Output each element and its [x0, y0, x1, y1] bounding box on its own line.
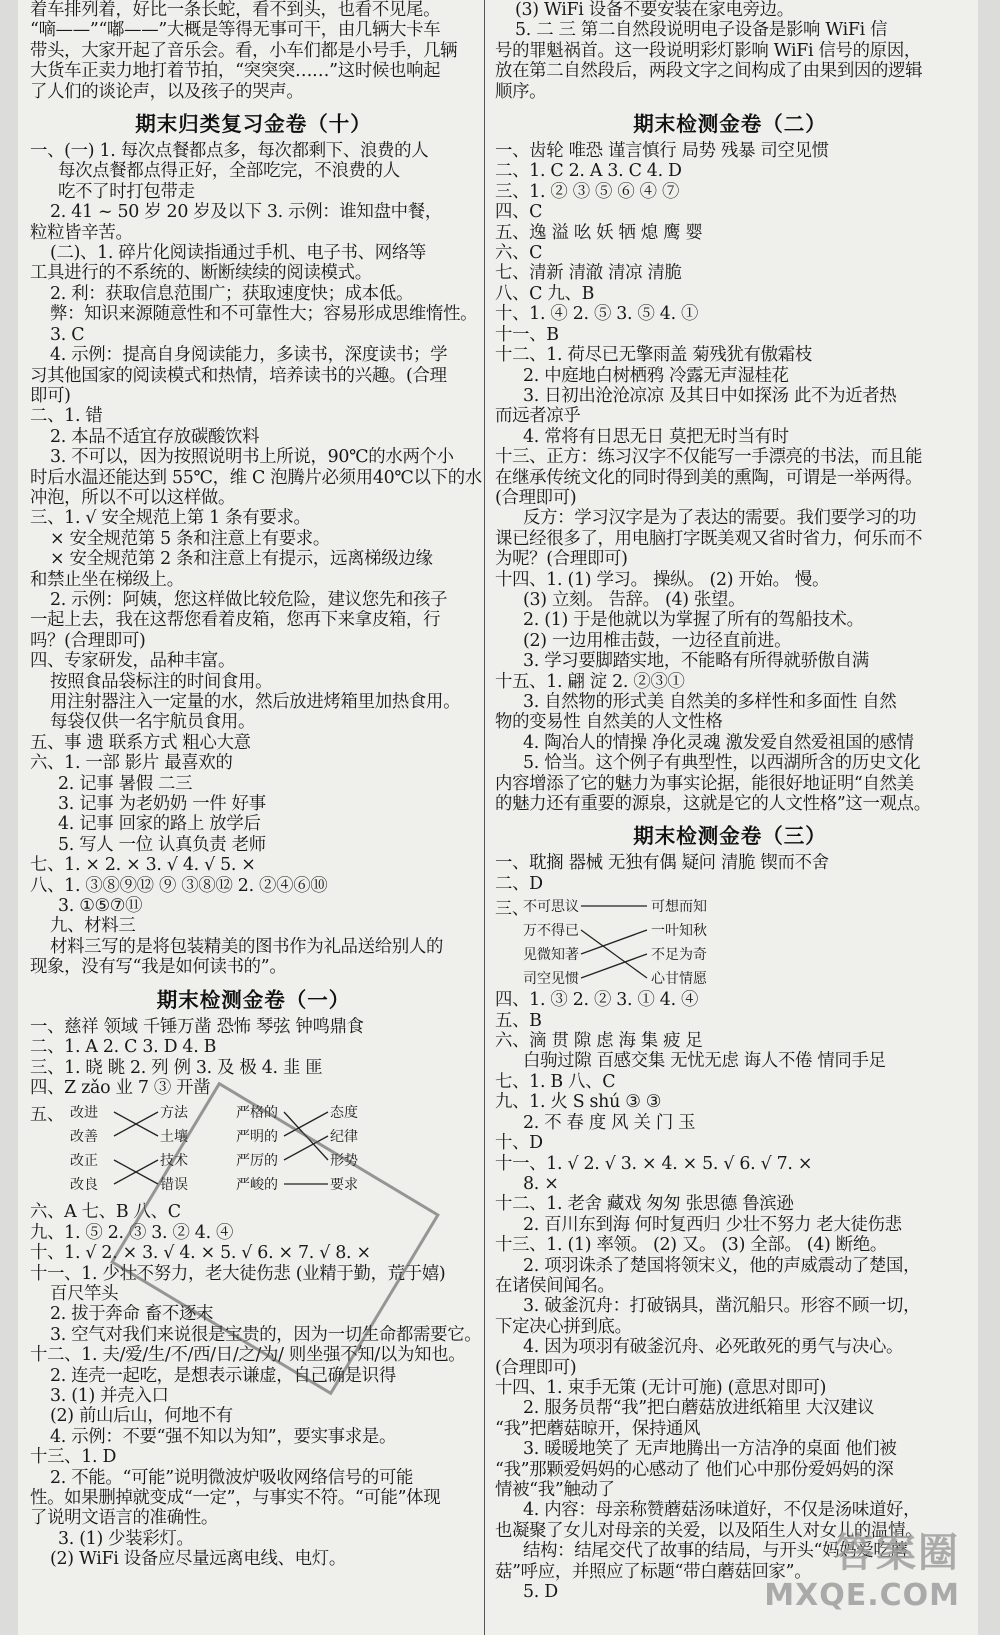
answer-line: 2. 记事 暑假 二三: [58, 773, 193, 794]
answer-line: “我”把蘑菇晾开，保持通风: [495, 1418, 701, 1439]
answer-line: 每次点餐都点得正好，全部吃完，不浪费的人: [58, 161, 400, 182]
match-right-word: 心甘情愿: [651, 971, 707, 988]
answer-line: 十、D: [495, 1133, 543, 1154]
answer-line: 百尺竿头: [50, 1283, 119, 1304]
answer-line: 3. C: [50, 324, 85, 345]
answer-line: 九、材料三: [50, 916, 136, 937]
answer-line: 2. 不 春 度 风 关 门 玉: [523, 1112, 696, 1133]
section-title-exam-1: 期末检测金卷（一）: [156, 987, 351, 1012]
answer-line: 3. 学习要脚踏实地，不能略有所得就骄傲自满: [523, 651, 869, 672]
answer-line: 3. ①⑤⑦⑪: [58, 896, 143, 917]
answer-line: 反方：学习汉字是为了表达的需要。我们要学习的功: [523, 508, 917, 529]
answer-line: 2. 连壳一起吃，是想表示谦虚，自己确是识得: [50, 1365, 396, 1386]
match-left-word: 严峻的: [236, 1177, 278, 1194]
answer-line: 三、1. 晓 眺 2. 列 例 3. 及 极 4. 韭 匪: [30, 1057, 323, 1078]
answer-line: (2) 一边用椎击鼓，一边径直前进。: [523, 630, 792, 651]
exam-1-answers-a: [30, 1017, 477, 1099]
answer-line: 为呢？(合理即可): [495, 549, 628, 570]
answer-line: 2. 中庭地白树栖鸦 冷露无声湿桂花: [523, 365, 789, 386]
answer-line: 了说明文语言的准确性。: [30, 1508, 218, 1529]
match-left-word: 改良: [70, 1177, 98, 1194]
answer-line: 五、事 遗 联系方式 粗心大意: [30, 732, 251, 753]
answer-line: 物的变易性 自然美的人文性格: [495, 712, 723, 733]
answer-line: 2. 项羽诛杀了楚国将领宋义，他的声威震动了楚国，: [523, 1255, 921, 1276]
match-left-word: 严厉的: [236, 1153, 278, 1170]
section-title-review-10: 期末归类复习金卷（十）: [135, 112, 372, 137]
answer-line: 六、A 七、B 八、C: [30, 1202, 181, 1223]
answer-line: (二)、1. 碎片化阅读指通过手机、电子书、网络等: [50, 243, 427, 264]
answer-line: 5. 恰当。这个例子有典型性，以西湖所含的历史文化: [523, 753, 921, 774]
answer-line: 3. (1) 并壳入口: [50, 1385, 169, 1406]
answer-line: 现象，没有写“我是如何读书的”。: [30, 957, 287, 978]
answer-line: 九、1. ⑤ 2. ③ 3. ② 4. ④: [30, 1222, 234, 1243]
answer-line: (3) 立刻。 告辞。 (4) 张望。: [523, 589, 746, 610]
answer-line: 工具进行的不系统的、断断续续的阅读模式。: [30, 263, 372, 284]
answer-line: 4. 常将有日思无日 莫把无时当有时: [523, 426, 789, 447]
answer-line: 顺序。: [495, 81, 547, 102]
match-left-word: 不可思议: [523, 899, 579, 916]
match-left-word: 改进: [70, 1105, 98, 1122]
answer-line: 十二、1. 老舍 藏戏 匆匆 张思德 鲁滨逊: [495, 1194, 794, 1215]
match-left-word: 改善: [70, 1129, 98, 1146]
match-right-word: 态度: [330, 1105, 358, 1122]
answer-line: 号的罪魁祸首。这一段说明彩灯影响 WiFi 信号的原因，: [495, 40, 922, 61]
match-left-word: 严格的: [236, 1105, 278, 1122]
answer-line: 四、C: [495, 202, 543, 223]
answer-line: 十四、1. (1) 学习。 操纵。 (2) 开始。 慢。: [495, 569, 830, 590]
answer-line: 五、逸 溢 吆 妖 牺 熄 鹰 婴: [495, 222, 703, 243]
answer-line: 着车排列着，好比一条长蛇，看不到头，也看不见尾。: [30, 0, 441, 20]
answer-line: 带头，大家开起了音乐会。看，小车们都是小号手，几辆: [30, 40, 458, 61]
match-right-word: 土壤: [160, 1129, 188, 1146]
answer-line: 一、慈祥 领域 千锤万凿 恐怖 琴弦 钟鸣鼎食: [30, 1016, 364, 1037]
answer-line: 2. 拔于奔命 畜不逐末: [50, 1304, 214, 1325]
answer-line: (2) WiFi 设备应尽量远离电线、电灯。: [50, 1549, 346, 1570]
watermark-url: MXQE.COM: [764, 1578, 960, 1613]
answer-line: 二、D: [495, 873, 543, 894]
question-label: 五、: [30, 1105, 64, 1126]
answer-line: 一、耽搁 器械 无独有偶 疑问 清脆 锲而不舍: [495, 853, 829, 874]
answer-line: 2. 利：获取信息范围广；获取速度快；成本低。: [50, 283, 414, 304]
answer-line: 十三、1. D: [30, 1447, 117, 1468]
answer-line: 情被“我”触动了: [495, 1480, 615, 1500]
exam-2-answers: [495, 141, 965, 814]
answer-line: 六、C: [495, 243, 543, 264]
answer-line: 2. 示例：阿姨，您这样做比较危险，建议您先和孩子: [50, 589, 448, 610]
section-title-exam-3: 期末检测金卷（三）: [633, 824, 827, 849]
answer-line: 十一、1. √ 2. √ 3. × 4. × 5. √ 6. √ 7. ×: [495, 1153, 813, 1174]
answer-line: 八、1. ③⑧⑨⑫ ⑨ ③⑧⑫ 2. ②④⑥⑩: [30, 875, 328, 896]
answer-line: 七、1. × 2. × 3. √ 4. √ 5. ×: [30, 855, 256, 876]
answer-line: 大货车正卖力地打着节拍，“突突突……”这时候也响起: [30, 61, 441, 82]
exam-3-answers-b: [495, 990, 965, 1602]
answer-line: 4. 因为项羽有破釜沉舟、必死敢死的勇气与决心。: [523, 1337, 904, 1358]
answer-line: 在诸侯间闻名。: [495, 1275, 615, 1296]
answer-line: 课已经很多了，用电脑打字既美观又省时省力，何乐而不: [495, 528, 923, 549]
answer-line: 放在第二自然段后，两段文字之间构成了由果到因的逻辑: [495, 61, 923, 82]
answer-line: 五、B: [495, 1010, 542, 1031]
answer-line: 四、1. ③ 2. ② 3. ① 4. ④: [495, 990, 699, 1011]
answer-line: 冲泡，所以不可以这样做。: [30, 487, 236, 508]
answer-line: 九、1. 火 S shú ③ ③: [495, 1092, 662, 1113]
answer-line: 2. 41 ~ 50 岁 20 岁及以下 3. 示例：谁知盘中餐，: [50, 202, 442, 223]
answer-line: 十、1. ④ 2. ⑤ 3. ⑤ 4. ①: [495, 304, 699, 325]
answer-line: × 安全规范第 2 条和注意上有提示，远离梯级边缘: [50, 549, 433, 570]
answer-line: 菇”呼应，并照应了标题“带白蘑菇回家”。: [495, 1561, 812, 1582]
answer-line: 十二、1. 荷尽已无擎雨盖 菊残犹有傲霜枝: [495, 345, 812, 366]
match-right-word: 错误: [160, 1177, 188, 1194]
section-title-exam-2: 期末检测金卷（二）: [633, 112, 827, 137]
answer-line: 4. 记事 回家的路上 放学后: [58, 814, 261, 835]
match-left-word: 严明的: [236, 1129, 278, 1146]
answer-line: 三、1. √ 安全规范上第 1 条有要求。: [30, 508, 311, 529]
answer-line: 3. 自然物的形式美 自然美的多样性和多面性 自然: [523, 692, 897, 712]
answer-line: 8. ×: [523, 1173, 559, 1194]
answer-line: 5. 写人 一位 认真负责 老师: [58, 834, 266, 855]
answer-line: 的魅力还有重要的源泉，这就是它的人文性格”这一观点。: [495, 794, 931, 815]
match-left-word: 改正: [70, 1153, 98, 1170]
watermark-logo: [764, 1521, 960, 1613]
answer-line: 2. 本品不适宜存放碳酸饮料: [50, 426, 260, 447]
answer-line: 内容增添了它的魅力为事实论据，能很好地证明“自然美: [495, 773, 914, 794]
left-column: [30, 0, 482, 1635]
answer-line: 4. 陶冶人的情操 净化灵魂 激发爱自然爱祖国的感情: [523, 732, 914, 753]
answer-line: 时后水温还能达到 55℃，维 C 泡腾片必须用40℃以下的水: [30, 467, 482, 488]
match-right-word: 要求: [330, 1177, 358, 1194]
answer-line: 5. 二 三 第二自然段说明电子设备是影响 WiFi 信: [515, 20, 888, 41]
answer-line: 十一、1. 少壮不努力，老大徒伤悲 (业精于勤，荒于嬉): [30, 1263, 446, 1284]
answer-line: 一、齿轮 唯恐 谨言慎行 局势 残暴 司空见惯: [495, 141, 829, 162]
match-line: [581, 954, 647, 978]
answer-line: 材料三写的是将包装精美的图书作为礼品送给别人的: [50, 936, 444, 957]
match-right-word: 技术: [160, 1153, 188, 1170]
answer-line: 十二、1. 夫/爱/生/不/西/日/之/为/ 则坐强不知/以为知也。: [30, 1345, 466, 1366]
answer-line: 二、1. A 2. C 3. D 4. B: [30, 1037, 217, 1058]
question-label: 三、: [495, 899, 529, 920]
answer-line: 吗？(合理即可): [30, 630, 146, 651]
answer-line: 十三、1. (1) 率领。 (2) 又。 (3) 全部。 (4) 断绝。: [495, 1235, 888, 1256]
answer-line: 也凝聚了女儿对母亲的关爱，以及陌生人对女儿的温情。: [495, 1520, 923, 1541]
answer-line: 十三、正方：练习汉字不仅能写一手漂亮的书法，而且能: [495, 447, 923, 468]
answer-line: 用注射器注入一定量的水，然后放进烤箱里加热食用。: [50, 692, 461, 712]
match-right-word: 可想而知: [651, 899, 707, 916]
answer-line: 白驹过隙 百感交集 无忧无虑 诲人不倦 情同手足: [523, 1051, 886, 1072]
answer-line: (2) 前山后山，何地不有: [50, 1406, 233, 1427]
answer-line: 和禁止坐在梯级上。: [30, 569, 184, 590]
answer-line: 而远者凉乎: [495, 406, 581, 427]
answer-line: 在继承传统文化的同时得到美的熏陶，可谓是一举两得。: [495, 467, 923, 488]
matching-question-three: [495, 894, 965, 990]
answer-line: 4. 内容：母亲称赞蘑菇汤味道好，不仅是汤味道好，: [523, 1500, 921, 1521]
answer-line: 三、1. ② ③ ⑤ ⑥ ④ ⑦: [495, 181, 680, 202]
answer-line: (3) WiFi 设备不要安装在家电旁边。: [515, 0, 794, 20]
match-left-word: 司空见惯: [523, 971, 579, 988]
answer-line: 一、(一) 1. 每次点餐都点多，每次都剩下、浪费的人: [30, 141, 429, 162]
answer-line: 4. 示例：提高自身阅读能力，多读书，深度读书；学: [50, 345, 448, 366]
answer-line: 十四、1. 束手无策 (无计可施) (意思对即可): [495, 1377, 827, 1398]
answer-line: 十一、B: [495, 324, 559, 345]
match-left-word: 见微知著: [523, 947, 579, 964]
answer-line: 即可): [30, 385, 71, 406]
answer-line: 3. 暖暖地笑了 无声地腾出一方洁净的桌面 他们被: [523, 1439, 897, 1460]
column-divider: [484, 0, 485, 1635]
answer-line: 3. 空气对我们来说很是宝贵的，因为一切生命都需要它。: [50, 1324, 482, 1345]
answer-line: “我”那颗爱妈妈的心感动了 他们心中那份爱妈妈的深: [495, 1459, 894, 1480]
right-column: [495, 0, 965, 1635]
answer-line: (合理即可): [495, 1357, 577, 1378]
match-right-word: 方法: [160, 1105, 188, 1122]
exam-3-answers-a: [495, 853, 965, 894]
match-line: [581, 930, 647, 978]
answer-line: 了人们的谈论声，以及孩子的哭声。: [30, 81, 304, 102]
match-right-word: 形势: [330, 1153, 358, 1170]
answer-line: 七、1. B 八、C: [495, 1071, 616, 1092]
answer-line: 吃不了时打包带走: [58, 181, 195, 202]
answer-line: 3. 破釜沉舟：打破锅具，凿沉船只。形容不顾一切，: [523, 1296, 921, 1317]
left-top-lines: [30, 0, 477, 102]
answer-line: 六、1. 一部 影片 最喜欢的: [30, 753, 233, 774]
answer-line: 四、Z zǎo 业 7 ③ 开凿: [30, 1077, 211, 1098]
match-right-word: 纪律: [330, 1129, 358, 1146]
match-line: [581, 930, 647, 954]
answer-line: × 安全规范第 5 条和注意上有要求。: [50, 528, 330, 549]
answer-line: 每袋仅供一名宇航员食用。: [50, 712, 256, 733]
answer-line: 十、1. √ 2. × 3. √ 4. × 5. √ 6. × 7. √ 8. ×: [30, 1243, 371, 1264]
answer-line: 二、1. C 2. A 3. C 4. D: [495, 161, 682, 182]
answer-line: “嘀——”“嘟——”大概是等得无事可干，由几辆大卡车: [30, 20, 441, 41]
match-right-word: 一叶知秋: [651, 923, 707, 940]
answer-line: 4. 示例：不要“强不知以为知”，要实事求是。: [50, 1426, 397, 1447]
answer-page: [18, 0, 978, 1635]
answer-line: 七、清新 清澈 清凉 清脆: [495, 263, 682, 284]
answer-line: 2. 百川东到海 何时复西归 少壮不努力 老大徒伤悲: [523, 1214, 902, 1235]
watermark-title: 答案圈: [834, 1530, 960, 1576]
answer-line: 习其他国家的阅读模式和热情，培养读书的兴趣。(合理: [30, 365, 447, 386]
answer-line: 四、专家研发，品种丰富。: [30, 651, 236, 672]
answer-line: 按照食品袋标注的时间食用。: [50, 671, 273, 692]
answer-line: (合理即可): [495, 487, 577, 508]
match-right-word: 不足为奇: [651, 947, 707, 964]
answer-line: 5. D: [523, 1582, 558, 1603]
answer-line: 2. (1) 于是他就以为掌握了所有的驾船技术。: [523, 610, 864, 631]
right-top-lines: [495, 0, 965, 102]
answer-line: 3. 记事 为老奶奶 一件 好事: [58, 794, 266, 815]
answer-line: 下定决心拼到底。: [495, 1316, 632, 1337]
answer-line: 八、C 九、B: [495, 283, 595, 304]
answer-line: 结构：结尾交代了故事的结局，与开头“妈妈爱吃蘑: [523, 1541, 908, 1562]
match-left-word: 万不得已: [523, 923, 579, 940]
answer-line: 弊：知识来源随意性和不可靠性大；容易形成思维惰性。: [50, 304, 478, 325]
answer-line: 二、1. 错: [30, 406, 103, 427]
answer-line: 十五、1. 翩 淀 2. ②③①: [495, 671, 685, 692]
answer-line: 2. 不能。“可能”说明微波炉吸收网络信号的可能: [50, 1467, 414, 1488]
answer-line: 3. (1) 少装彩灯。: [58, 1528, 194, 1549]
answer-line: 3. 不可以，因为按照说明书上所说，90℃的水两个小: [50, 447, 454, 468]
answer-line: 粒粒皆辛苦。: [30, 222, 133, 243]
answer-line: 一起上去，我在这帮您看着皮箱，您再下来拿皮箱，行: [30, 610, 441, 631]
answer-line: 六、滴 贯 隙 虑 海 集 疲 足: [495, 1031, 703, 1052]
answer-line: 3. 日初出沧沧凉凉 及其日中如探汤 此不为近者热: [523, 385, 897, 406]
answer-line: 性。如果删掉就变成“一定”，与事实不符。“可能”体现: [30, 1488, 441, 1508]
answer-line: 2. 服务员帮“我”把白蘑菇放进纸箱里 大汉建议: [523, 1398, 875, 1419]
review-10-answers: [30, 141, 482, 978]
